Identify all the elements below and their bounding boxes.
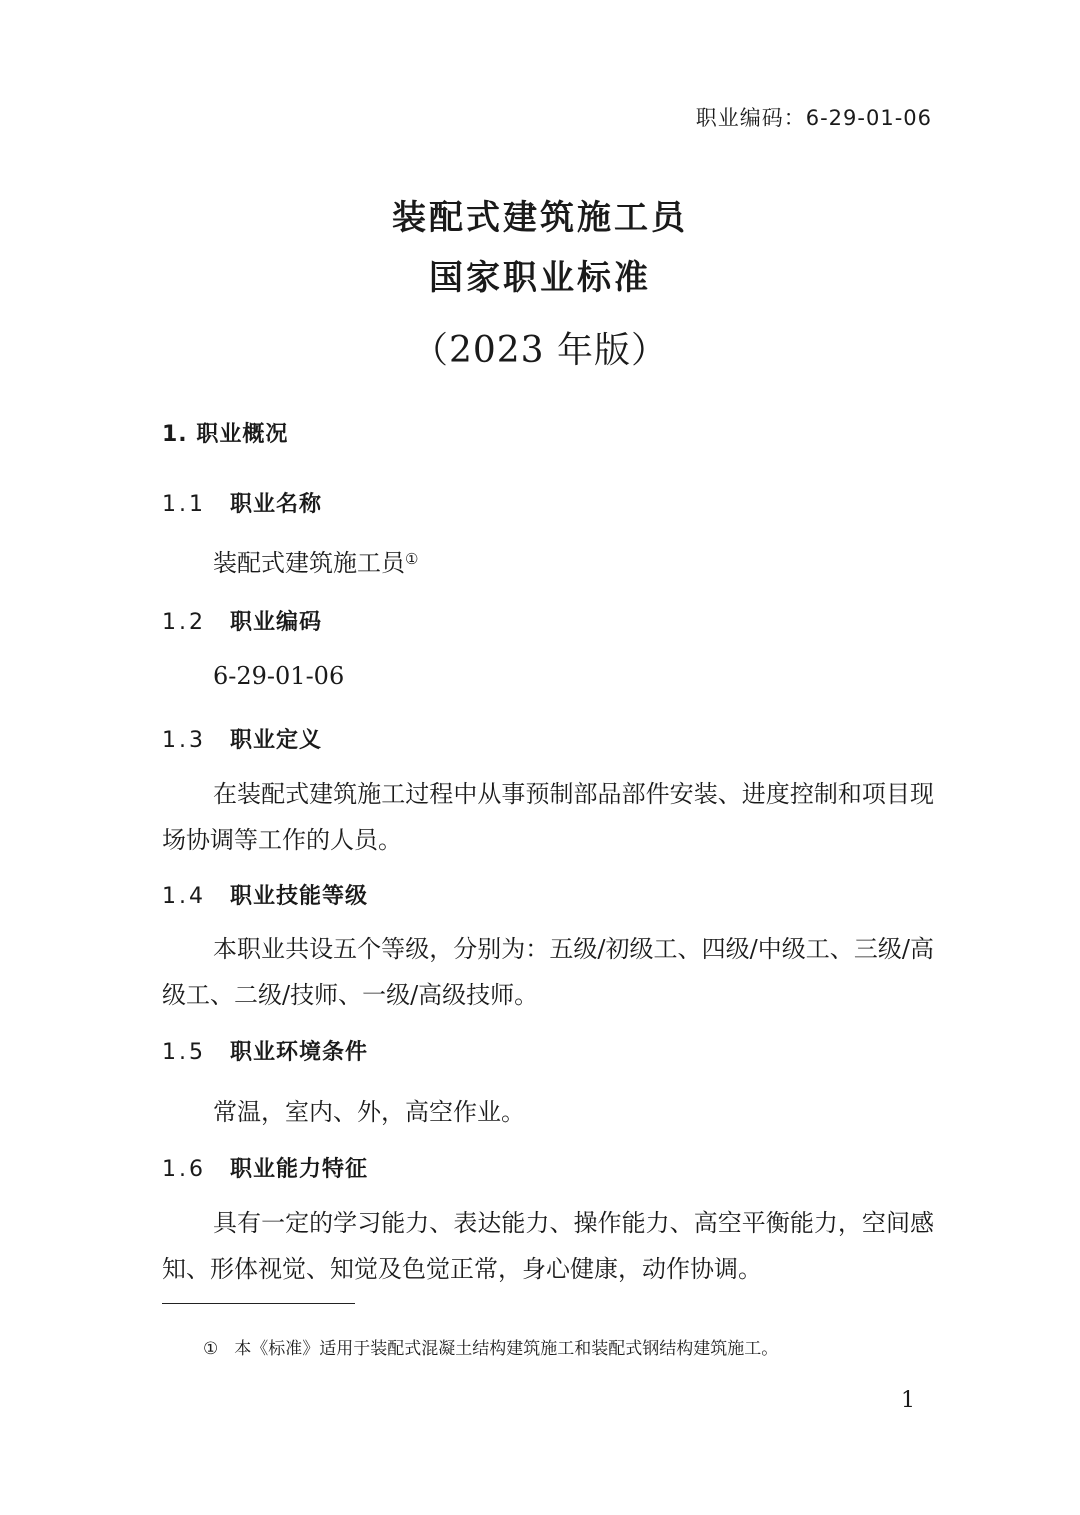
- subsection-title: 职业定义: [230, 728, 323, 753]
- occupation-name-value: 装配式建筑施工员: [213, 549, 405, 577]
- subsection-heading-definition: [162, 723, 322, 754]
- edition-label: （2023 年版）: [411, 330, 669, 371]
- document-title-line2: 国家职业标准: [429, 258, 651, 298]
- subsection-heading-name: [162, 487, 322, 518]
- skill-levels-paragraph: 本职业共设五个等级，分别为：五级/初级工、四级/中级工、三级/高级工、二级/技师、一级/高级技师。: [162, 935, 934, 1009]
- subsection-title: 职业能力特征: [230, 1157, 369, 1182]
- occupation-name-text: [213, 543, 418, 578]
- footnote-text: 本《标准》适用于装配式混凝土结构建筑施工和装配式钢结构建筑施工。: [234, 1339, 779, 1359]
- subsection-heading-abilities: [162, 1152, 368, 1183]
- footnote-divider: [162, 1303, 355, 1304]
- subsection-heading-code: [162, 605, 322, 636]
- subsection-number: 1.6: [162, 1157, 206, 1182]
- subsection-title: 职业环境条件: [230, 1040, 369, 1065]
- subsection-title: 职业编码: [230, 610, 323, 635]
- subsection-heading-environment: [162, 1035, 368, 1066]
- footnote-reference: ①: [405, 550, 419, 568]
- occupation-code-header: 职业编码：6-29-01-06: [695, 106, 932, 130]
- definition-paragraph: 在装配式建筑施工过程中从事预制部品部件安装、进度控制和项目现场协调等工作的人员。: [162, 780, 934, 854]
- footnote: [203, 1334, 778, 1359]
- footnote-mark: ①: [203, 1339, 219, 1359]
- subsection-number: 1.4: [162, 884, 206, 909]
- subsection-title: 职业技能等级: [230, 884, 369, 909]
- section-heading-overview: 1. 职业概况: [162, 422, 289, 447]
- subsection-heading-skill-levels: [162, 879, 368, 910]
- subsection-number: 1.3: [162, 728, 206, 753]
- occupation-code-text: 6-29-01-06: [213, 662, 345, 690]
- subsection-number: 1.2: [162, 610, 206, 635]
- environment-text: 常温，室内、外，高空作业。: [213, 1098, 525, 1126]
- page-number: 1: [901, 1388, 915, 1413]
- abilities-paragraph: 具有一定的学习能力、表达能力、操作能力、高空平衡能力，空间感知、形体视觉、知觉及色觉正常，身心健康，动作协调。: [162, 1209, 934, 1283]
- subsection-title: 职业名称: [230, 492, 323, 517]
- subsection-number: 1.1: [162, 492, 206, 517]
- document-title-line1: 装配式建筑施工员: [392, 198, 688, 238]
- subsection-number: 1.5: [162, 1040, 206, 1065]
